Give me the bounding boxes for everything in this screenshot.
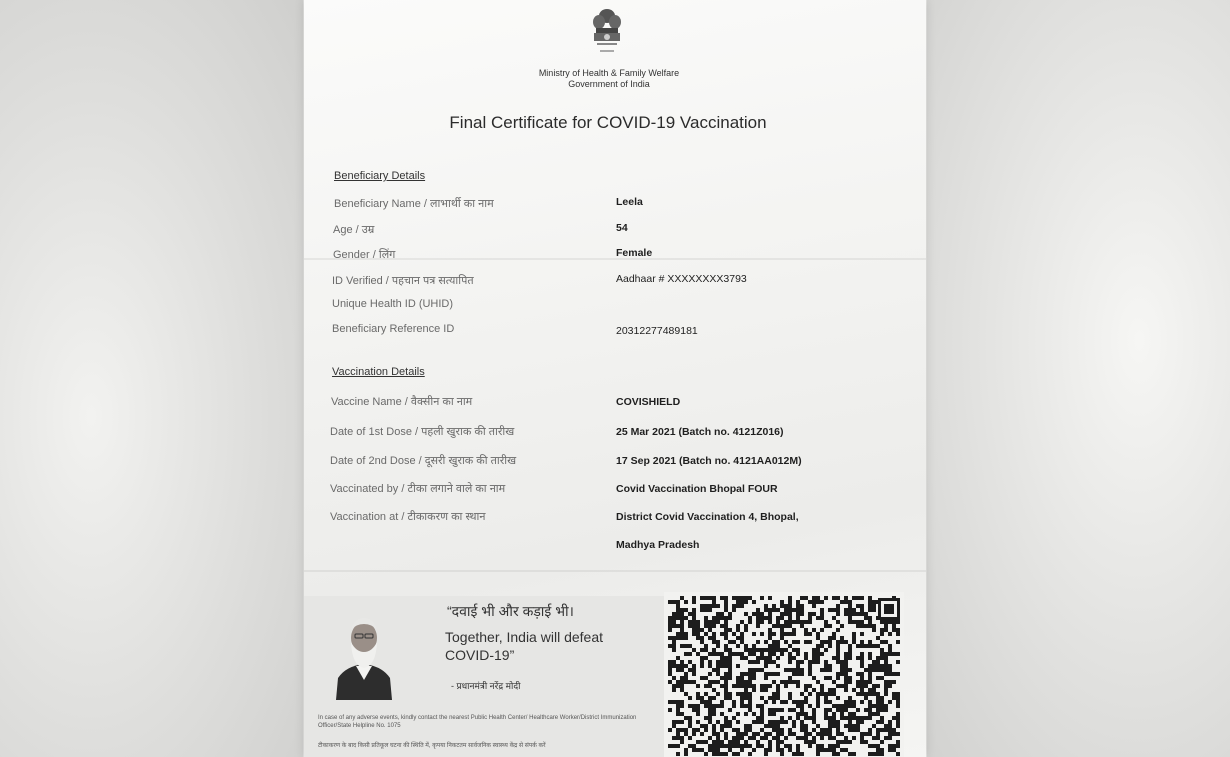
reference-id-row (304, 323, 926, 341)
field-value: District Covid Vaccination 4, Bhopal, (616, 511, 799, 523)
second-dose-row (304, 453, 926, 471)
field-label: Beneficiary Name / लाभार्थी का नाम (334, 198, 494, 210)
pm-portrait-image (332, 608, 396, 700)
background-left (0, 0, 303, 757)
field-value: 17 Sep 2021 (Batch no. 4121AA012M) (616, 455, 802, 467)
vaccine-name-row (304, 394, 926, 412)
field-label: Age / उम्र (333, 224, 375, 236)
ministry-line2: Government of India (568, 79, 650, 89)
field-label: Vaccinated by / टीका लगाने वाले का नाम (330, 483, 506, 495)
paper-fold (304, 570, 926, 572)
adverse-event-note: In case of any adverse events, kindly contact the nearest Public Health Center/ Healthcare Worker/District Immunization Officer/State Helpline No. 1075 (318, 715, 637, 729)
national-emblem-icon (588, 6, 626, 64)
certificate-paper (304, 0, 926, 757)
field-label: Date of 1st Dose / पहली खुराक की तारीख (330, 426, 515, 438)
field-label: Gender / लिंग (333, 249, 396, 261)
field-label: ID Verified / पहचान पत्र सत्यापित (332, 275, 474, 287)
field-label: Date of 2nd Dose / दूसरी खुराक की तारीख (330, 455, 517, 467)
field-label: Unique Health ID (UHID) (332, 298, 454, 310)
quote-hindi: “दवाई भी और कड़ाई भी। (447, 603, 574, 619)
beneficiary-section-title: Beneficiary Details (334, 170, 426, 182)
ministry-name (484, 68, 734, 90)
vaccinated-by-row (304, 481, 926, 499)
field-value: Female (616, 247, 653, 259)
field-value: Leela (616, 196, 643, 208)
field-value: Aadhaar # XXXXXXXX3793 (616, 273, 747, 285)
field-label: Vaccination at / टीकाकरण का स्थान (330, 511, 486, 523)
background-right (927, 0, 1230, 757)
vaccination-at-row-cont (304, 537, 926, 555)
field-label: Vaccine Name / वैक्सीन का नाम (331, 396, 473, 408)
gender-row (304, 247, 926, 265)
beneficiary-name-row (304, 196, 926, 214)
field-value: Madhya Pradesh (616, 539, 700, 551)
field-value: 20312277489181 (616, 325, 698, 337)
vaccination-at-row (304, 509, 926, 527)
field-value: Covid Vaccination Bhopal FOUR (616, 483, 778, 495)
quote-attribution: - प्रधानमंत्री नरेंद्र मोदी (451, 681, 521, 691)
field-value: 54 (616, 222, 628, 234)
field-value: 25 Mar 2021 (Batch no. 4121Z016) (616, 426, 784, 438)
first-dose-row (304, 424, 926, 442)
certificate-title: Final Certificate for COVID-19 Vaccination (449, 113, 767, 132)
field-label: Beneficiary Reference ID (332, 323, 455, 335)
uhid-row (304, 298, 926, 316)
quote-english: Together, India will defeat COVID-19” (445, 629, 603, 663)
field-value: COVISHIELD (616, 396, 681, 408)
id-verified-row (304, 273, 926, 291)
ministry-line1: Ministry of Health & Family Welfare (538, 68, 680, 78)
pm-message-panel (304, 596, 664, 757)
qr-code-icon (664, 592, 904, 757)
age-row (304, 222, 926, 240)
vaccination-section-title: Vaccination Details (332, 366, 425, 378)
adverse-event-note-hindi: टीकाकरण के बाद किसी प्रतिकूल घटना की स्थिति में, कृपया निकटतम सार्वजनिक स्वास्थ्य केंद्र से संपर्क करें (318, 743, 546, 749)
